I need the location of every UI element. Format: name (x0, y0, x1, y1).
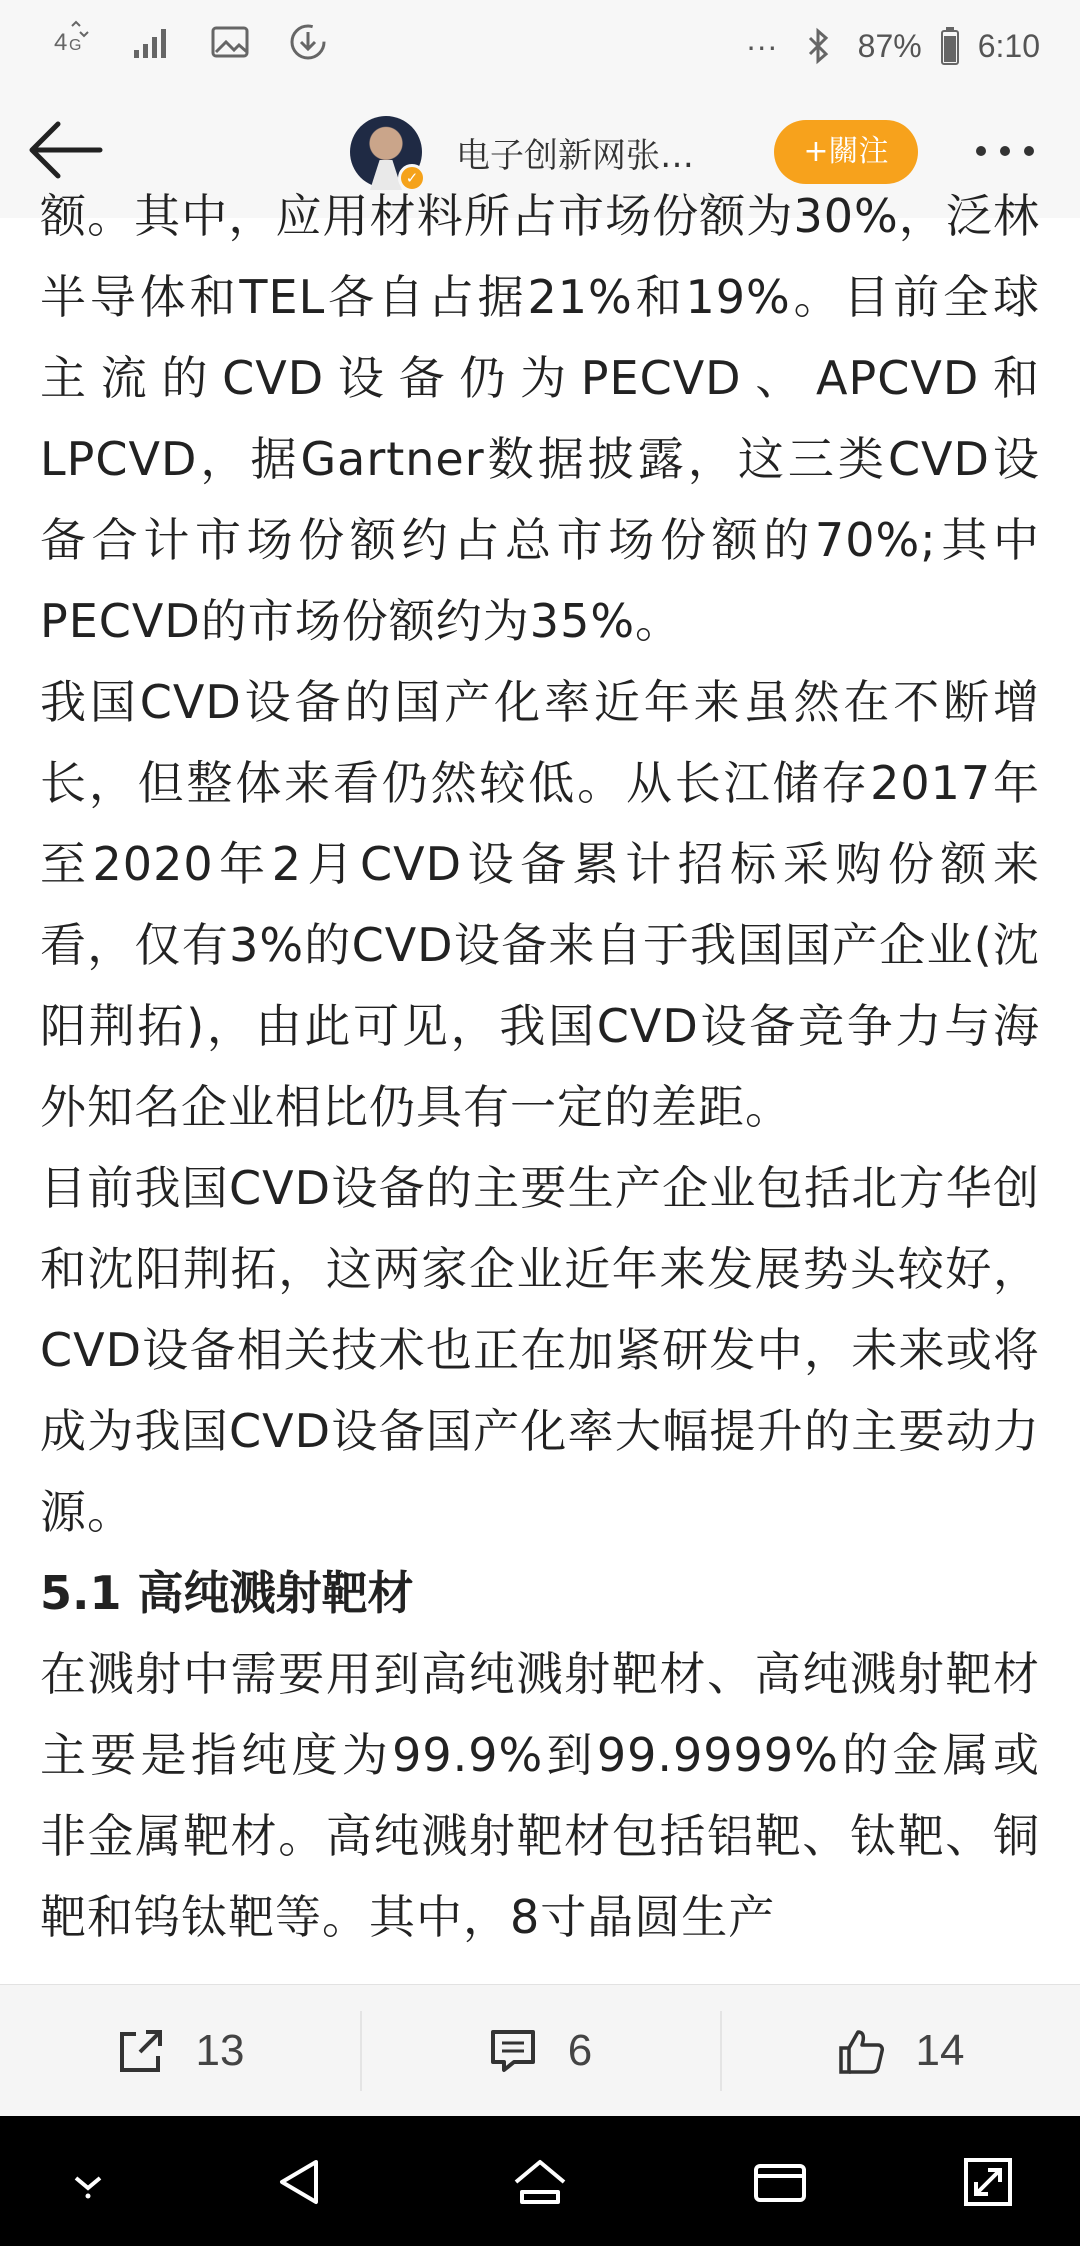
comment-icon (488, 2026, 538, 2076)
verified-badge-icon: ✓ (398, 164, 426, 192)
author-name[interactable]: 电子创新网张… (456, 136, 694, 176)
more-options-icon[interactable] (976, 146, 1034, 156)
clock: 6:10 (977, 27, 1040, 64)
follow-button[interactable]: +關注 (774, 120, 918, 184)
svg-text:4: 4 (54, 29, 68, 56)
share-button[interactable] (0, 1985, 360, 2116)
article-paragraph: 在溅射中需要用到高纯溅射靶材、高纯溅射靶材主要是指纯度为99.9%到99.9999%的金属或非金属靶材。高纯溅射靶材包括铝靶、钛靶、铜靶和钨钛靶等。其中，8寸晶圆生产 (40, 1647, 1040, 1944)
share-icon (116, 2026, 166, 2076)
section-heading: 5.1 高纯溅射靶材 (40, 1566, 414, 1620)
bluetooth-icon (796, 24, 840, 68)
signal-icon (130, 20, 174, 64)
recents-icon[interactable] (750, 2152, 810, 2212)
comment-button[interactable] (360, 1985, 720, 2116)
svg-text:G: G (69, 37, 82, 54)
comment-count: 6 (567, 2025, 593, 2075)
image-icon (208, 20, 252, 64)
action-bar (0, 1984, 1080, 2116)
network-4g-icon (52, 20, 96, 64)
article-body (0, 189, 1080, 1984)
back-arrow-icon[interactable] (22, 118, 108, 182)
battery-icon (940, 26, 960, 66)
like-count: 14 (915, 2025, 965, 2075)
like-button[interactable] (720, 1985, 1080, 2116)
home-icon[interactable] (510, 2152, 570, 2212)
back-icon[interactable] (270, 2152, 330, 2212)
article-paragraph: 额。其中，应用材料所占市场份额为30%，泛林半导体和TEL各自占据21%和19%。目前全球主流的CVD设备仍为PECVD、APCVD和LPCVD，据Gartner数据披露，这三类CVD设备合计市场份额约占总市场份额的70%;其中PECVD的市场份额约为35%。 (40, 189, 1040, 648)
download-icon (286, 20, 330, 64)
collapse-icon[interactable] (58, 2152, 118, 2212)
status-bar (0, 0, 1080, 86)
thumbs-up-icon (836, 2026, 886, 2076)
article-paragraph: 目前我国CVD设备的主要生产企业包括北方华创和沈阳荆拓，这两家企业近年来发展势头较好，CVD设备相关技术也正在加紧研发中，未来或将成为我国CVD设备国产化率大幅提升的主要动力源。 (40, 1161, 1040, 1539)
battery-percent: 87% (857, 27, 922, 64)
expand-icon[interactable] (958, 2152, 1018, 2212)
navigation-bar (0, 2116, 1080, 2246)
more-dots-icon: ··· (745, 27, 778, 64)
share-count: 13 (195, 2025, 245, 2075)
article-paragraph: 我国CVD设备的国产化率近年来虽然在不断增长，但整体来看仍然较低。从长江储存2017年至2020年2月CVD设备累计招标采购份额来看，仅有3%的CVD设备来自于我国国产企业(沈阳荆拓)，由此可见，我国CVD设备竞争力与海外知名企业相比仍具有一定的差距。 (40, 675, 1040, 1134)
